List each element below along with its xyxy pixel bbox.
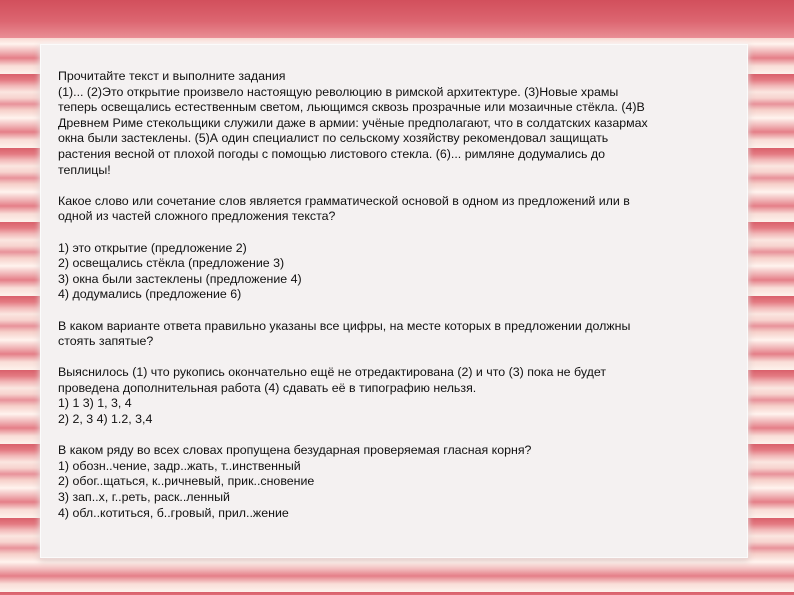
- question-2-text: стоять запятые?: [58, 334, 154, 349]
- text-line: (1)... (2)Это открытие произвело настоящую революцию в римской архитектуре. (3)Новые храмы: [58, 84, 619, 99]
- question-3-option: 4) обл..котиться, б..гровый, прил..жение: [58, 505, 289, 520]
- text-line: растения весной от плохой погоды с помощью листового стекла. (6)... римляне додумались до: [58, 146, 606, 161]
- blank-line: [58, 225, 728, 241]
- question-2-option: 1) 1 3) 1, 3, 4: [58, 396, 132, 411]
- blank-line: [58, 303, 728, 319]
- blank-line: [58, 350, 728, 366]
- question-1-text: Какое слово или сочетание слов является грамматической основой в одном из предложений или в: [58, 193, 630, 208]
- question-2-text: В каком варианте ответа правильно указаны все цифры, на месте которых в предложении должны: [58, 318, 631, 333]
- question-3-text: В каком ряду во всех словах пропущена безударная проверяемая гласная корня?: [58, 443, 532, 458]
- slide-text: [58, 69, 728, 521]
- question-1-text: одной из частей сложного предложения текста?: [58, 209, 336, 224]
- blank-line: [58, 178, 728, 194]
- question-1-option: 4) додумались (предложение 6): [58, 287, 242, 302]
- question-2-sentence: проведена дополнительная работа (4) сдавать её в типографию нельзя.: [58, 380, 477, 395]
- question-2-sentence: Выяснилось (1) что рукопись окончательно ещё не отредактирована (2) и что (3) пока не будет: [58, 365, 606, 380]
- slide-panel: [40, 44, 748, 558]
- question-3-option: 2) обог..щаться, к..ричневый, прик..сновение: [58, 474, 315, 489]
- blank-line: [58, 428, 728, 444]
- instruction-heading: Прочитайте текст и выполните задания: [58, 69, 286, 83]
- text-line: окна были застеклены. (5)А один специалист по сельскому хозяйству рекомендовал защищать: [58, 131, 609, 146]
- question-3-option: 3) зап..х, г..реть, раск..ленный: [58, 490, 230, 505]
- text-line: теплицы!: [58, 162, 111, 177]
- question-1-option: 3) окна были застеклены (предложение 4): [58, 271, 302, 286]
- question-2-option: 2) 2, 3 4) 1.2, 3,4: [58, 412, 153, 427]
- question-1-option: 1) это открытие (предложение 2): [58, 240, 247, 255]
- question-1-option: 2) освещались стёкла (предложение 3): [58, 256, 285, 271]
- question-3-option: 1) обозн..чение, задр..жать, т..инственный: [58, 458, 301, 473]
- text-line: Древнем Риме стекольщики служили даже в армии: учёные предполагают, что в солдатских казармах: [58, 115, 648, 130]
- text-line: теперь освещались естественным светом, льющимся сквозь прозрачные или мозаичные стёкла. (4)В: [58, 100, 645, 115]
- top-decorative-band: [0, 0, 794, 38]
